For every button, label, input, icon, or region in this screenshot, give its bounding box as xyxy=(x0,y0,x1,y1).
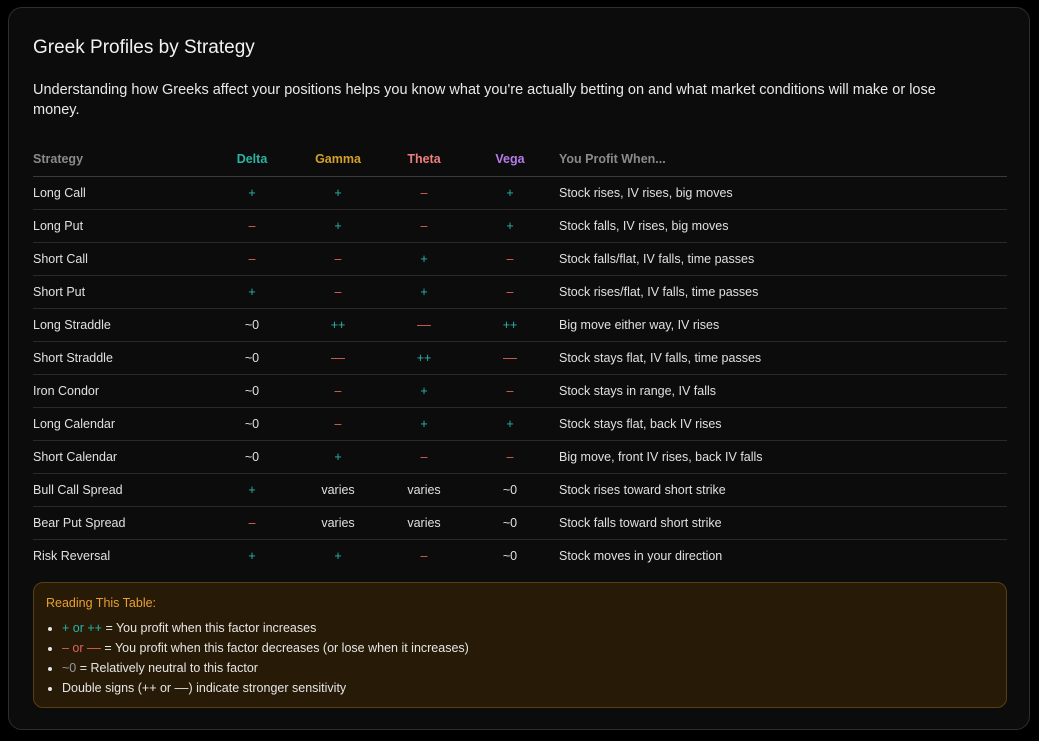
cell-profit-when: Stock stays in range, IV falls xyxy=(553,374,1007,407)
cell-vega: + xyxy=(467,176,553,209)
cell-theta: – xyxy=(420,548,428,563)
table-row xyxy=(33,374,1007,407)
cell-gamma: – xyxy=(295,374,381,407)
cell-gamma: – xyxy=(295,242,381,275)
legend-text-double: Double signs (++ or ––) indicate stronger sensitivity xyxy=(62,681,347,695)
cell-delta: – xyxy=(209,209,295,242)
cell-vega: ++ xyxy=(467,308,553,341)
cell-delta: ~0 xyxy=(209,440,295,473)
cell-strategy: Bull Call Spread xyxy=(33,473,209,506)
cell-vega: ~0 xyxy=(467,506,553,539)
cell-vega: + xyxy=(467,407,553,440)
cell-theta: + xyxy=(381,407,467,440)
cell-strategy: Iron Condor xyxy=(33,374,209,407)
table-row xyxy=(33,407,1007,440)
cell-gamma: ++ xyxy=(295,308,381,341)
table-row xyxy=(33,176,1007,209)
cell-profit-when: Stock stays flat, back IV rises xyxy=(553,407,1007,440)
cell-vega: – xyxy=(467,275,553,308)
legend-text-neutral: = Relatively neutral to this factor xyxy=(76,661,258,675)
header-profit-when: You Profit When... xyxy=(553,143,1007,176)
cell-gamma: – xyxy=(295,275,381,308)
legend-list xyxy=(46,618,994,698)
cell-theta: + xyxy=(381,275,467,308)
cell-vega: + xyxy=(467,209,553,242)
cell-strategy: Long Straddle xyxy=(33,308,209,341)
cell-profit-when: Stock moves in your direction xyxy=(559,548,723,563)
page-title: Greek Profiles by Strategy xyxy=(33,37,255,58)
cell-profit-when: Stock rises/flat, IV falls, time passes xyxy=(553,275,1007,308)
table-row xyxy=(33,275,1007,308)
header-gamma: Gamma xyxy=(295,143,381,176)
legend-item-negative xyxy=(62,638,994,658)
legend-item-positive xyxy=(62,618,994,638)
cell-gamma: + xyxy=(295,176,381,209)
cell-theta: – xyxy=(381,209,467,242)
cell-theta: ++ xyxy=(381,341,467,374)
cell-strategy: Long Put xyxy=(33,209,209,242)
cell-profit-when: Stock falls/flat, IV falls, time passes xyxy=(553,242,1007,275)
legend-item-neutral xyxy=(62,658,994,678)
cell-gamma: + xyxy=(295,440,381,473)
table-row xyxy=(33,440,1007,473)
table-row xyxy=(33,506,1007,539)
table-row xyxy=(33,341,1007,374)
greek-profile-table xyxy=(33,143,1007,572)
legend-text-positive: = You profit when this factor increases xyxy=(101,621,317,635)
header-delta: Delta xyxy=(209,143,295,176)
cell-gamma: –– xyxy=(295,341,381,374)
cell-vega: –– xyxy=(467,341,553,374)
cell-theta: + xyxy=(381,242,467,275)
cell-strategy: Risk Reversal xyxy=(33,548,111,563)
cell-theta: – xyxy=(381,176,467,209)
cell-strategy: Bear Put Spread xyxy=(33,506,209,539)
legend-text-negative: = You profit when this factor decreases (or lose when it increases) xyxy=(100,641,469,655)
header-strategy: Strategy xyxy=(33,143,209,176)
cell-theta: varies xyxy=(381,473,467,506)
cell-vega: – xyxy=(467,374,553,407)
legend-symbol-positive: + or ++ xyxy=(62,621,102,635)
cell-strategy: Long Call xyxy=(33,176,209,209)
cell-delta: ~0 xyxy=(209,308,295,341)
cell-delta: + xyxy=(209,473,295,506)
cell-delta: – xyxy=(209,242,295,275)
cell-delta: ~0 xyxy=(209,374,295,407)
cell-vega: – xyxy=(467,242,553,275)
header-vega: Vega xyxy=(467,143,553,176)
cell-gamma: – xyxy=(295,407,381,440)
cell-delta: + xyxy=(209,176,295,209)
table-header-row xyxy=(33,143,1007,176)
cell-theta: + xyxy=(381,374,467,407)
cell-gamma: varies xyxy=(295,506,381,539)
cell-strategy: Short Straddle xyxy=(33,341,209,374)
cell-gamma: + xyxy=(295,209,381,242)
cell-profit-when: Stock rises, IV rises, big moves xyxy=(553,176,1007,209)
cell-profit-when: Stock stays flat, IV falls, time passes xyxy=(553,341,1007,374)
cell-delta: + xyxy=(209,275,295,308)
cell-profit-when: Stock falls toward short strike xyxy=(553,506,1007,539)
cell-delta: ~0 xyxy=(209,407,295,440)
cell-delta: + xyxy=(248,548,256,563)
cell-theta: varies xyxy=(381,506,467,539)
cell-strategy: Short Calendar xyxy=(33,440,209,473)
cell-gamma: varies xyxy=(295,473,381,506)
table-row xyxy=(33,209,1007,242)
cell-vega: ~0 xyxy=(467,473,553,506)
table-row xyxy=(33,539,1007,572)
greek-profiles-card xyxy=(8,7,1030,730)
cell-vega: ~0 xyxy=(502,548,518,563)
header-theta: Theta xyxy=(381,143,467,176)
cell-strategy: Short Call xyxy=(33,242,209,275)
cell-gamma: + xyxy=(334,548,342,563)
cell-profit-when: Stock rises toward short strike xyxy=(553,473,1007,506)
table-row xyxy=(33,308,1007,341)
cell-profit-when: Big move either way, IV rises xyxy=(553,308,1007,341)
cell-vega: – xyxy=(467,440,553,473)
cell-strategy: Short Put xyxy=(33,275,209,308)
legend-symbol-negative: – or –– xyxy=(62,641,101,655)
table-row xyxy=(33,242,1007,275)
cell-profit-when: Stock falls, IV rises, big moves xyxy=(553,209,1007,242)
table-row xyxy=(33,473,1007,506)
cell-theta: –– xyxy=(381,308,467,341)
cell-delta: ~0 xyxy=(209,341,295,374)
cell-delta: – xyxy=(209,506,295,539)
cell-profit-when: Big move, front IV rises, back IV falls xyxy=(553,440,1007,473)
legend-box xyxy=(33,582,1007,708)
legend-title: Reading This Table: xyxy=(46,596,157,610)
cell-strategy: Long Calendar xyxy=(33,407,209,440)
legend-symbol-neutral: ~0 xyxy=(62,661,77,675)
cell-theta: – xyxy=(381,440,467,473)
intro-text: Understanding how Greeks affect your positions helps you know what you're actually betting on and what market conditions will make or lose money. xyxy=(33,82,936,118)
legend-item-double xyxy=(62,678,994,698)
